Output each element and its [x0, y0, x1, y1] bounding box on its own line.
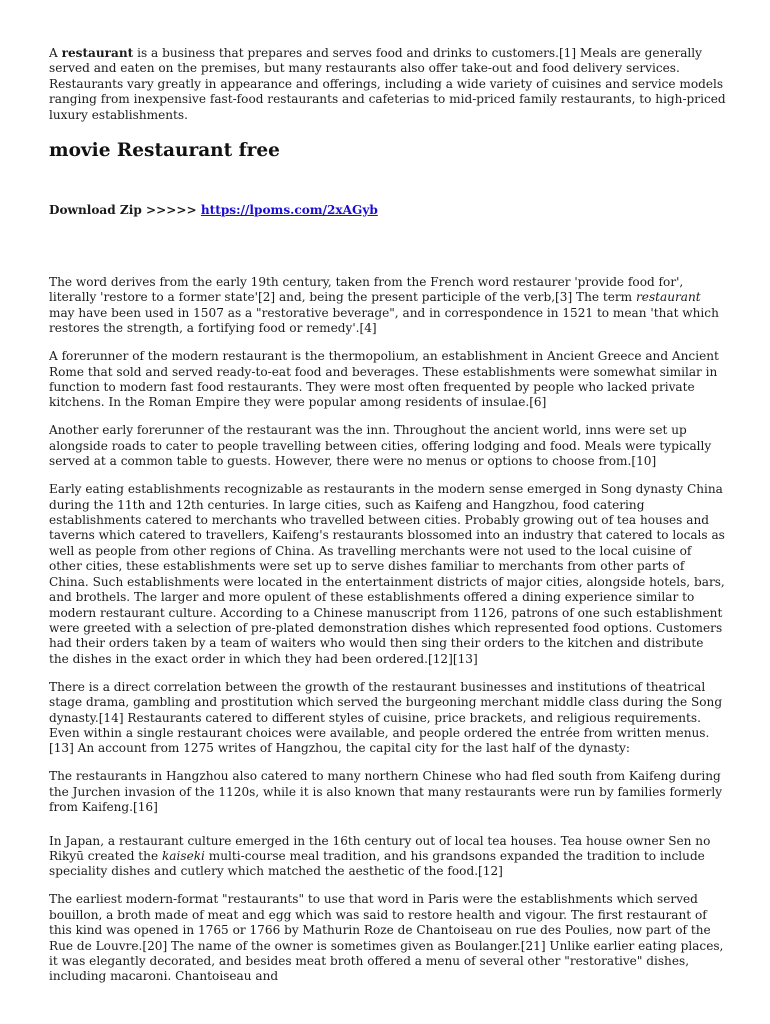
paragraph-inn: Another early forerunner of the restaurant was the inn. Throughout the ancient world, inns were set up alongside roads to cater to people travelling between cities, offering lodging and food. Meals were typically served at a common table to guests. However, there were no menus or options to choose from.[10] — [49, 423, 712, 469]
intro-bold-term: restaurant — [61, 46, 134, 60]
download-label: Download Zip >>>>> — [49, 203, 201, 217]
paragraph-correlation: There is a direct correlation between the growth of the restaurant businesses and institutions of theatrical stage drama, gambling and prostitution which served the burgeoning merchant middle class during the Song dynasty.[14] Restaurants catered to different styles of cuisine, price brackets, and religious requirements. Even within a single restaurant choices were available, and people ordered the entrée from written menus.[13] An account from 1275 writes of Hangzhou, the capital city for the last half of the dynasty: — [49, 679, 723, 756]
paragraph-japan — [49, 834, 727, 880]
intro-text-start: A — [49, 46, 62, 60]
paragraph-text: may have been used in 1507 as a "restorative beverage", and in correspondence in 1521 to mean 'that which restores the strength, a fortifying food or remedy'.[4] — [49, 305, 719, 336]
download-line — [49, 203, 378, 218]
page-title: movie Restaurant free — [49, 140, 280, 161]
emphasis-term: restaurant — [636, 290, 701, 305]
paragraph-text: multi-course meal tradition, and his grandsons expanded the tradition to include speciality dishes and cutlery which matched the aesthetic of the food.[12] — [49, 848, 705, 879]
document-page — [49, 46, 727, 984]
download-link[interactable]: https://lpoms.com/2xAGyb — [200, 203, 378, 217]
intro-paragraph — [49, 46, 727, 123]
paragraph-etymology — [49, 275, 727, 337]
paragraph-hangzhou: The restaurants in Hangzhou also catered to many northern Chinese who had fled south from Kaifeng during the Jurchen invasion of the 1120s, while it is also known that many restaurants were run by families formerly from Kaifeng.[16] — [49, 769, 723, 815]
intro-text-rest: is a business that prepares and serves food and drinks to customers.[1] Meals are generally served and eaten on the premises, but many restaurants also offer take-out and food delivery services. Restaurants vary greatly in appearance and offerings, including a wide variety of cuisines and service models ranging from inexpensive fast-food restaurants and cafeterias to mid-priced family restaurants, to high-priced luxury establishments. — [49, 46, 726, 122]
article-body — [49, 275, 727, 997]
paragraph-text: In Japan, a restaurant culture emerged in the 16th century out of local tea houses. Tea house owner Sen no Rikyū created the — [49, 833, 711, 863]
paragraph-text: The word derives from the early 19th century, taken from the French word restaurer 'provide food for', literally 'restore to a former state'[2] and, being the present participle of the verb,[3] The term — [49, 275, 684, 305]
emphasis-term: kaiseki — [161, 848, 205, 863]
paragraph-thermopolium: A forerunner of the modern restaurant is the thermopolium, an establishment in Ancient Greece and Ancient Rome that sold and served ready-to-eat food and beverages. These establishments were somewhat similar in function to modern fast food restaurants. They were most often frequented by people who lacked private kitchens. In the Roman Empire they were popular among residents of insulae.[6] — [49, 349, 719, 410]
paragraph-song-dynasty: Early eating establishments recognizable as restaurants in the modern sense emerged in Song dynasty China during the 11th and 12th centuries. In large cities, such as Kaifeng and Hangzhou, food catering establishments catered to merchants who travelled between cities. Probably growing out of tea houses and taverns which catered to travellers, Kaifeng's restaurants blossomed into an industry that catered to locals as well as people from other regions of China. As travelling merchants were not used to the local cuisine of other cities, these establishments were set up to serve dishes familiar to merchants from other parts of China. Such establishments were located in the entertainment districts of major cities, alongside hotels, bars, and brothels. The larger and more opulent of these establishments offered a dining experience similar to modern restaurant culture. According to a Chinese manuscript from 1126, patrons of one such establishment were greeted with a selection of pre-plated demonstration dishes which represented food options. Customers had their orders taken by a team of waiters who would then sing their orders to the kitchen and distribute the dishes in the exact order in which they had been ordered.[12][13] — [49, 482, 725, 666]
paragraph-paris: The earliest modern-format "restaurants" to use that word in Paris were the establishments which served bouillon, a broth made of meat and egg which was said to restore health and vigour. The first restaurant of this kind was opened in 1765 or 1766 by Mathurin Roze de Chantoiseau on rue des Poulies, now part of the Rue de Louvre.[20] The name of the owner is sometimes given as Boulanger.[21] Unlike earlier eating places, it was elegantly decorated, and besides meat broth offered a menu of several other "restorative" dishes, including macaroni. Chantoiseau and — [49, 892, 724, 984]
